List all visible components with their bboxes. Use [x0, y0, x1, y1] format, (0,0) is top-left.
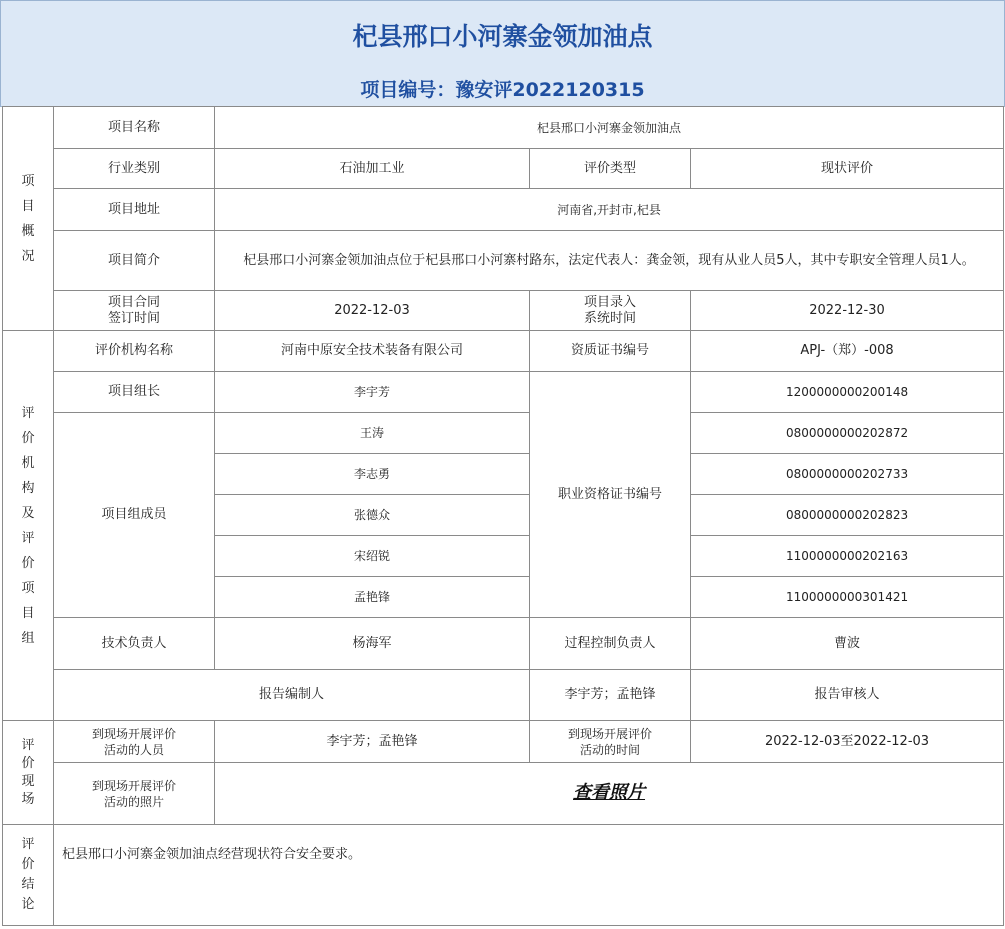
site-photo-label: 到现场开展评价 活动的照片 [54, 763, 215, 825]
members-label: 项目组成员 [54, 413, 215, 618]
contract-date-value: 2022-12-03 [215, 291, 530, 331]
tech-lead-value: 杨海军 [215, 618, 530, 670]
member-cert: 0800000000202823 [691, 495, 1004, 536]
section-org: 评价机构及评价项目组 [3, 331, 54, 721]
org-name-label: 评价机构名称 [54, 331, 215, 372]
intro-label: 项目简介 [54, 231, 215, 291]
compiler-value: 李宇芳；孟艳锋 [530, 670, 691, 721]
cert-label: 资质证书编号 [530, 331, 691, 372]
entry-date-label: 项目录入 系统时间 [530, 291, 691, 331]
contract-date-label: 项目合同 签订时间 [54, 291, 215, 331]
member-name: 孟艳锋 [215, 577, 530, 618]
member-cert: 1100000000202163 [691, 536, 1004, 577]
org-name-value: 河南中原安全技术装备有限公司 [215, 331, 530, 372]
leader-name: 李宇芳 [215, 372, 530, 413]
cert-value: APJ-（郑）-008 [691, 331, 1004, 372]
section-site: 评价现场 [3, 721, 54, 825]
view-photos-link[interactable]: 查看照片 [573, 781, 646, 803]
eval-type-label: 评价类型 [530, 149, 691, 189]
address-label: 项目地址 [54, 189, 215, 231]
address-value: 河南省,开封市,杞县 [215, 189, 1004, 231]
member-cert: 0800000000202733 [691, 454, 1004, 495]
site-people-label: 到现场开展评价 活动的人员 [54, 721, 215, 763]
member-name: 李志勇 [215, 454, 530, 495]
member-name: 张德众 [215, 495, 530, 536]
site-people-value: 李宇芳；孟艳锋 [215, 721, 530, 763]
page-header [0, 0, 1005, 107]
site-time-value: 2022-12-03至2022-12-03 [691, 721, 1004, 763]
member-name: 王涛 [215, 413, 530, 454]
qual-cert-label: 职业资格证书编号 [530, 372, 691, 618]
conclusion-text: 杞县邢口小河寨金领加油点经营现状符合安全要求。 [54, 825, 1004, 926]
entry-date-value: 2022-12-30 [691, 291, 1004, 331]
site-photo-cell [215, 763, 1004, 825]
member-cert: 1100000000301421 [691, 577, 1004, 618]
project-name-value: 杞县邢口小河寨金领加油点 [215, 107, 1004, 149]
intro-value: 杞县邢口小河寨金领加油点位于杞县邢口小河寨村路东，法定代表人：龚金领，现有从业人员5人，其中专职安全管理人员1人。 [215, 231, 1004, 291]
project-name-label: 项目名称 [54, 107, 215, 149]
eval-type-value: 现状评价 [691, 149, 1004, 189]
compiler-label: 报告编制人 [54, 670, 530, 721]
industry-label: 行业类别 [54, 149, 215, 189]
industry-value: 石油加工业 [215, 149, 530, 189]
process-lead-value: 曹波 [691, 618, 1004, 670]
section-overview: 项目概况 [3, 107, 54, 331]
process-lead-label: 过程控制负责人 [530, 618, 691, 670]
section-conclusion: 评价结论 [3, 825, 54, 926]
leader-cert: 1200000000200148 [691, 372, 1004, 413]
tech-lead-label: 技术负责人 [54, 618, 215, 670]
project-info-table [2, 106, 1004, 926]
member-name: 宋绍锐 [215, 536, 530, 577]
site-time-label: 到现场开展评价 活动的时间 [530, 721, 691, 763]
project-number: 项目编号：豫安评2022120315 [360, 79, 645, 101]
leader-label: 项目组长 [54, 372, 215, 413]
member-cert: 0800000000202872 [691, 413, 1004, 454]
page-title: 杞县邢口小河寨金领加油点 [352, 22, 653, 51]
reviewer-label: 报告审核人 [691, 670, 1004, 721]
